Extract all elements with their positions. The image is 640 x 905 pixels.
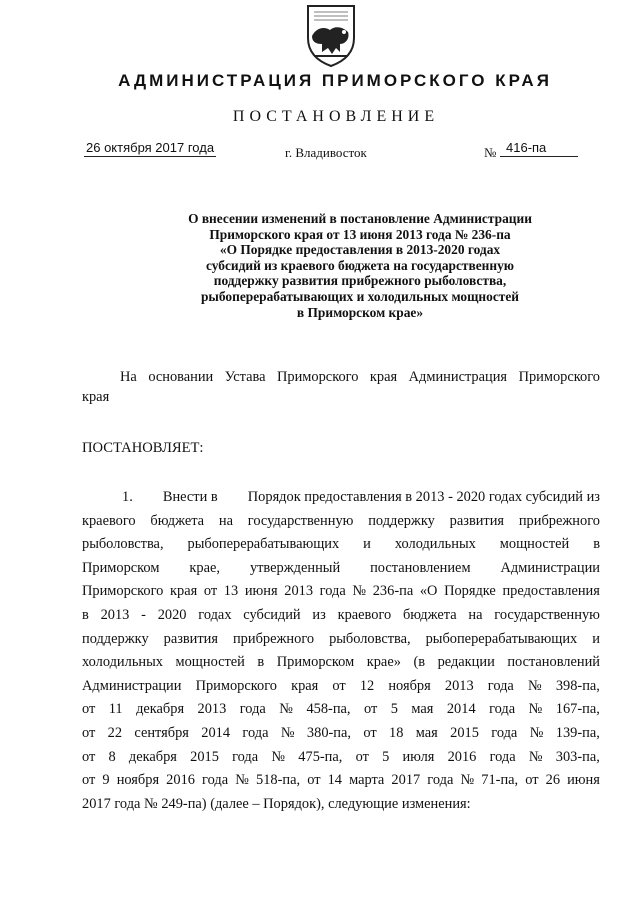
word: 2016 — [166, 772, 195, 789]
document-number-label: № — [484, 145, 497, 160]
word: № — [352, 583, 367, 600]
word: года — [232, 748, 259, 765]
text-line — [82, 722, 600, 746]
word: краевого — [82, 512, 136, 529]
word: 2013 — [197, 701, 227, 718]
text-line — [82, 675, 600, 699]
text-line — [82, 746, 600, 770]
word: поддержку — [82, 630, 149, 647]
word: марта — [349, 772, 385, 789]
word: 2015 — [450, 724, 479, 741]
word: 475-па, — [298, 748, 343, 765]
word: Администрации — [500, 559, 600, 576]
word: № — [279, 701, 293, 718]
word: от — [363, 701, 378, 718]
word: редакции — [437, 654, 495, 671]
word: Администрации — [82, 677, 182, 694]
word: 167-па, — [555, 701, 600, 718]
word: Внести в — [162, 489, 218, 505]
word: 26 — [545, 772, 561, 789]
paragraph-1 — [82, 486, 600, 816]
word: № — [529, 724, 544, 741]
word: 18 — [389, 724, 404, 741]
word: Приморского — [195, 677, 277, 694]
word: 139-па, — [555, 724, 600, 741]
word: от — [307, 772, 321, 789]
word: рыболовства, — [82, 536, 164, 553]
word: 11 — [108, 701, 123, 718]
title-line: рыбоперерабатывающих и холодильных мощностей — [200, 288, 520, 304]
word: года — [427, 772, 454, 789]
word: 2015 — [190, 748, 219, 765]
word: № — [271, 748, 286, 765]
coat-of-arms-icon — [304, 4, 358, 68]
text-line — [82, 604, 600, 628]
word: мая — [415, 724, 438, 741]
word: 13 — [223, 583, 239, 600]
word: 22 — [107, 724, 123, 741]
organization-name: АДМИНИСТРАЦИЯ ПРИМОРСКОГО КРАЯ — [118, 71, 552, 90]
word: холодильных — [82, 654, 163, 671]
word: ноября — [116, 772, 160, 789]
word: № — [528, 748, 543, 765]
word: 2016 — [447, 748, 477, 765]
word: в — [82, 606, 89, 623]
text-line — [82, 793, 600, 817]
word: 2017 — [391, 772, 421, 789]
word: 303-па, — [555, 748, 600, 765]
word: постановлений — [507, 654, 600, 671]
basis-line: края — [82, 389, 110, 405]
word: из — [312, 606, 326, 623]
word: 1. — [122, 489, 133, 505]
word: июня — [244, 583, 278, 600]
word: от — [82, 748, 96, 765]
text-line — [82, 698, 600, 722]
word: мая — [411, 701, 434, 718]
word: Приморского — [277, 369, 359, 385]
word: года — [239, 701, 266, 718]
word: 2014 — [446, 701, 476, 718]
document-date: 26 октября 2017 года — [86, 140, 215, 155]
word: от — [525, 772, 539, 789]
word: предоставления — [502, 583, 600, 600]
word: на — [218, 512, 233, 529]
word: государственную — [247, 512, 354, 529]
word: от — [355, 748, 369, 765]
word: 2020 — [157, 606, 187, 623]
word: крае» — [366, 654, 401, 671]
word: № — [528, 701, 543, 718]
word: 9 — [102, 772, 110, 789]
word: Администрация — [408, 369, 508, 385]
word: № — [280, 724, 295, 741]
word: года — [491, 724, 518, 741]
title-line: «О Порядке предоставления в 2013-2020 годах — [219, 242, 501, 258]
word: декабря — [128, 748, 177, 765]
word: 2013 — [100, 606, 130, 623]
decree-word: ПОСТАНОВЛЯЕТ: — [82, 440, 204, 456]
word: 2013 — [284, 583, 314, 600]
word: 2017 года № 249-па) (далее – Порядок), следующие изменения: — [82, 795, 471, 812]
word: июня — [567, 772, 600, 789]
word: года — [489, 748, 516, 765]
word: в — [257, 654, 265, 671]
word: Приморском — [82, 559, 160, 576]
word: Порядке — [444, 583, 496, 600]
word: 398-па, — [555, 677, 600, 694]
basis-paragraph — [82, 367, 600, 407]
text-line — [82, 628, 600, 652]
word: года — [242, 724, 269, 741]
word: и — [592, 630, 600, 647]
word: крае, — [189, 559, 220, 576]
word: «О — [419, 583, 438, 600]
word: государственную — [494, 606, 600, 623]
word: 2014 — [201, 724, 231, 741]
word: прибрежного — [232, 630, 315, 647]
word: и — [363, 536, 371, 553]
word: бюджета — [150, 512, 205, 529]
word: года — [487, 677, 514, 694]
word: 71-па, — [481, 772, 519, 789]
word: от — [332, 677, 346, 694]
text-line — [82, 769, 600, 793]
word: от — [203, 583, 218, 600]
word: Устава — [224, 369, 266, 385]
word: 12 — [359, 677, 375, 694]
word: от — [82, 772, 96, 789]
word: Приморского — [518, 369, 600, 385]
word: краевого — [337, 606, 392, 623]
word: развития — [449, 512, 505, 529]
word: прибрежного — [518, 512, 600, 529]
document-city: г. Владивосток — [285, 145, 367, 160]
word: Порядок предоставления в 2013 - 2020 годах субсидий из — [247, 489, 600, 505]
title-line: субсидий из краевого бюджета на государственную — [205, 257, 515, 273]
word: 2013 — [444, 677, 474, 694]
word: 5 — [390, 701, 398, 718]
word: 236-па — [372, 583, 414, 600]
word: края — [369, 369, 398, 385]
word: края — [291, 677, 319, 694]
word: Приморского — [82, 583, 164, 600]
basis-line — [82, 367, 600, 387]
word: субсидий — [243, 606, 301, 623]
word: от — [82, 701, 96, 718]
text-line — [82, 486, 600, 510]
word: края — [170, 583, 198, 600]
word: бюджета — [402, 606, 457, 623]
word: 8 — [108, 748, 116, 765]
word: (в — [413, 654, 426, 671]
word: декабря — [136, 701, 185, 718]
title-line: поддержку развития прибрежного рыболовства, — [213, 273, 507, 289]
document-number: 416-па — [500, 140, 578, 157]
word: № — [235, 772, 249, 789]
word: сентября — [134, 724, 189, 741]
word: года — [319, 583, 346, 600]
word: № — [460, 772, 475, 789]
word: основании — [148, 369, 214, 385]
word: от — [363, 724, 377, 741]
word: в — [593, 536, 600, 553]
word: годах — [198, 606, 232, 623]
title-line: Приморского края от 13 июня 2013 года № 236-па — [209, 226, 511, 242]
word: года — [489, 701, 516, 718]
word: рыбоперерабатывающих — [425, 630, 578, 647]
word: мощностей — [499, 536, 570, 553]
document-type: ПОСТАНОВЛЕНИЕ — [232, 108, 440, 125]
word: развития — [163, 630, 218, 647]
word: рыбоперерабатывающих — [187, 536, 340, 553]
word: 518-па, — [256, 772, 301, 789]
word: 14 — [327, 772, 342, 789]
word: 5 — [382, 748, 390, 765]
word: мощностей — [175, 654, 245, 671]
word: на — [468, 606, 483, 623]
word: Приморском — [276, 654, 355, 671]
word: № — [527, 677, 542, 694]
text-line — [82, 557, 600, 581]
title-line: в Приморском крае» — [296, 304, 424, 320]
text-line — [82, 510, 600, 534]
word: холодильных — [394, 536, 476, 553]
word: года — [202, 772, 229, 789]
text-line — [82, 651, 600, 675]
text-line — [82, 533, 600, 557]
word: 380-па, — [306, 724, 351, 741]
word: рыболовства, — [329, 630, 411, 647]
word: постановлением — [370, 559, 471, 576]
word: - — [141, 606, 146, 623]
word: На — [120, 369, 137, 385]
word: июля — [402, 748, 435, 765]
document-title — [120, 211, 600, 320]
title-line: О внесении изменений в постановление Администрации — [188, 211, 532, 226]
word: утвержденный — [249, 559, 341, 576]
word: от — [82, 724, 96, 741]
word: ноября — [388, 677, 431, 694]
word: 458-па, — [306, 701, 351, 718]
text-line — [82, 580, 600, 604]
word: поддержку — [368, 512, 435, 529]
